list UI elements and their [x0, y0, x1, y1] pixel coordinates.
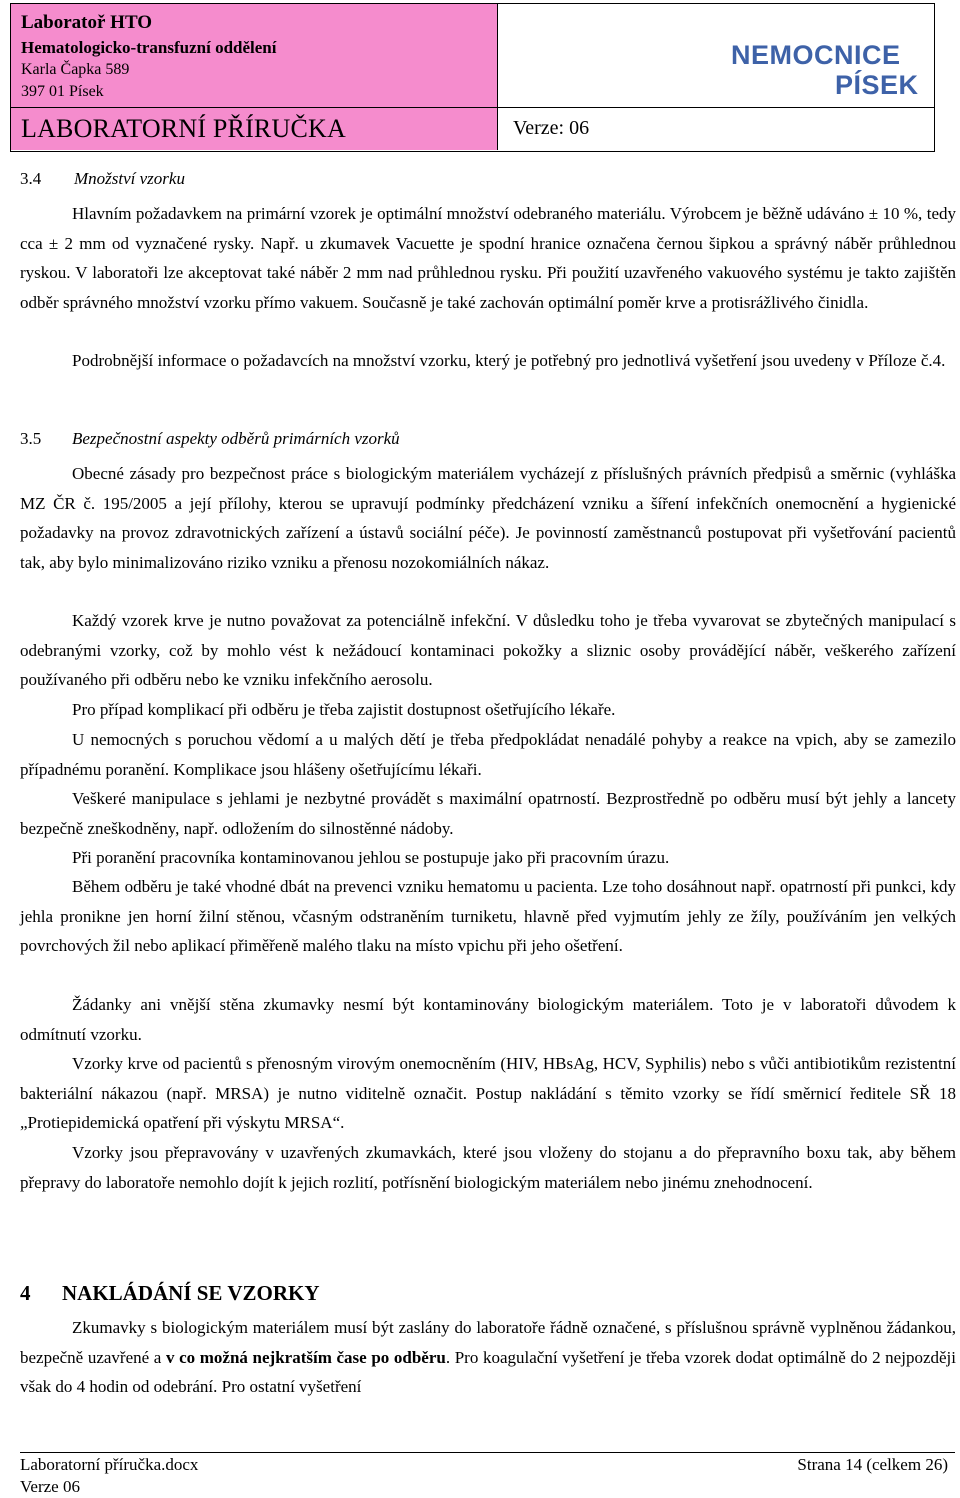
paragraph: Vzorky jsou přepravovány v uzavřených zkumavkách, které jsou vloženy do stojanu a do přepravního boxu tak, aby během přepravy do laboratoře nemohlo dojít k jejich rozlití, potřísnění biologickým materiálem nebo jinému znehodnocení. [20, 1143, 956, 1192]
paragraph: Každý vzorek krve je nutno považovat za potenciálně infekční. V důsledku toho je třeba vyvarovat se zbytečných manipulací s odebranými vzorky, což by mohlo vést k nežádoucí kontaminaci pokožky a sliznic osoby provádějící náběr, veškerého zařízení používaného při odběru nebo ke vzniku infekčního aerosolu. [20, 611, 956, 689]
footer-page-number: Strana 14 (celkem 26) [797, 1455, 948, 1474]
department-name: Hematologicko-transfuzní oddělení [21, 38, 277, 57]
footer-file-name: Laboratorní příručka.docx [20, 1455, 199, 1474]
paragraph: Žádanky ani vnější stěna zkumavky nesmí být kontaminovány biologickým materiálem. Toto je v laboratoři důvodem k odmítnutí vzorku. [20, 995, 956, 1044]
emphasized-text: v co možná nejkratším čase po odběru [165, 1347, 446, 1367]
paragraph: Veškeré manipulace s jehlami je nezbytné provádět s maximální opatrností. Bezprostředně po odběru musí být jehly a lancety bezpečně zneškodněny, např. odložením do silnostěnné nádoby. [20, 789, 956, 838]
paragraph [20, 1313, 956, 1402]
chapter-number: 4 [20, 1281, 31, 1305]
footer-version: Verze 06 [20, 1477, 80, 1496]
paragraph: Podrobnější informace o požadavcích na množství vzorku, který je potřebný pro jednotlivá vyšetření jsou uvedeny v Příloze č.4. [72, 351, 946, 370]
section-heading-3-4 [20, 169, 185, 189]
paragraph: Při poranění pracovníka kontaminovanou jehlou se postupuje jako při pracovním úrazu. [72, 848, 670, 867]
chapter-heading-4 [20, 1281, 320, 1306]
section-number: 3.4 [20, 169, 42, 188]
text-run: Zkumavky s biologickým materiálem musí být zaslány do laboratoře řádně označené, s příslušnou správně vyplněnou žádankou, bezpečně uzavřené a [20, 1318, 956, 1367]
section-heading-3-5 [20, 429, 400, 449]
header-column-divider [497, 107, 498, 150]
section-title: Bezpečnostní aspekty odběrů primárních vzorků [72, 429, 400, 448]
address-city: 397 01 Písek [21, 83, 104, 100]
paragraph: U nemocných s poruchou vědomí a u malých dětí je třeba předpokládat nenadálé pohyby a reakce na vpich, aby se zamezilo případnému poranění. Komplikace jsou hlášeny ošetřujícímu lékaři. [20, 730, 956, 779]
logo-text-line2: PÍSEK [835, 70, 919, 100]
paragraph: Hlavním požadavkem na primární vzorek je optimální množství odebraného materiálu. Výrobcem je běžně udáváno ± 10 %, tedy cca ± 2 mm od vyznačené rysky. Např. u zkumavek Vacuette je spodní hranice označena černou šipkou a správný náběr průhlednou ryskou. V laboratoři lze akceptovat také náběr 2 mm nad průhlednou rysku. Při použití uzavřeného vakuového systému je takto zajištěn odběr správného množství vzorku přímo vakuem. Současně je také zachován optimální poměr krve a protisrážlivého činidla. [20, 204, 956, 312]
chapter-title: NAKLÁDÁNÍ SE VZORKY [62, 1281, 320, 1305]
document-title: LABORATORNÍ PŘÍRUČKA [21, 114, 346, 143]
paragraph: Vzorky krve od pacientů s přenosným virovým onemocněním (HIV, HBsAg, HCV, Syphilis) nebo s vůči antibiotikům rezistentní bakteriální nákazou (např. MRSA) je nutno viditelně označit. Postup nakládání s těmito vzorky se řídí směrnicí ředitele SŘ 18 „Protiepidemická opatření při výskytu MRSA“. [20, 1054, 956, 1132]
text-run: . Pro koagulační vyšetření je třeba vzorek dodat optimálně do 2 nejpozději však do 4 hodin od odebrání. Pro ostatní vyšetření [20, 1347, 956, 1396]
hospital-logo [731, 40, 931, 104]
lab-name: Laboratoř HTO [21, 12, 153, 33]
section-number: 3.5 [20, 429, 42, 448]
section-title: Množství vzorku [74, 169, 185, 188]
paragraph: Pro případ komplikací při odběru je třeba zajistit dostupnost ošetřujícího lékaře. [72, 700, 616, 719]
address-street: Karla Čapka 589 [21, 61, 130, 78]
header-divider [11, 107, 934, 108]
document-header [10, 3, 935, 152]
paragraph: Obecné zásady pro bezpečnost práce s biologickým materiálem vycházejí z příslušných právních předpisů a směrnic (vyhláška MZ ČR č. 195/2005 a její přílohy, kterou se upravují podmínky předcházení vzniku a šíření infekčních onemocnění a hygienické požadavky na provoz zdravotnických zařízení a ústavů sociální péče). Je povinností zaměstnanců postupovat při vyšetřování pacientů tak, aby bylo minimalizováno riziko vzniku a přenosu nozokomiálních nákaz. [20, 464, 956, 572]
footer-divider [20, 1452, 955, 1453]
paragraph: Během odběru je také vhodné dbát na prevenci vzniku hematomu u pacienta. Lze toho dosáhnout např. opatrností při punkci, kdy jehla pronikne jen horní žilní stěnou, včasným odstraněním turniketu, hlavně před vyjmutím jehly ze žíly, používáním jen velkých povrchových žil nebo aplikací přiměřeně malého tlaku na místo vpichu při jeho ošetření. [20, 877, 956, 955]
header-version: Verze: 06 [513, 117, 590, 139]
logo-text-line1: NEMOCNICE [731, 40, 901, 70]
